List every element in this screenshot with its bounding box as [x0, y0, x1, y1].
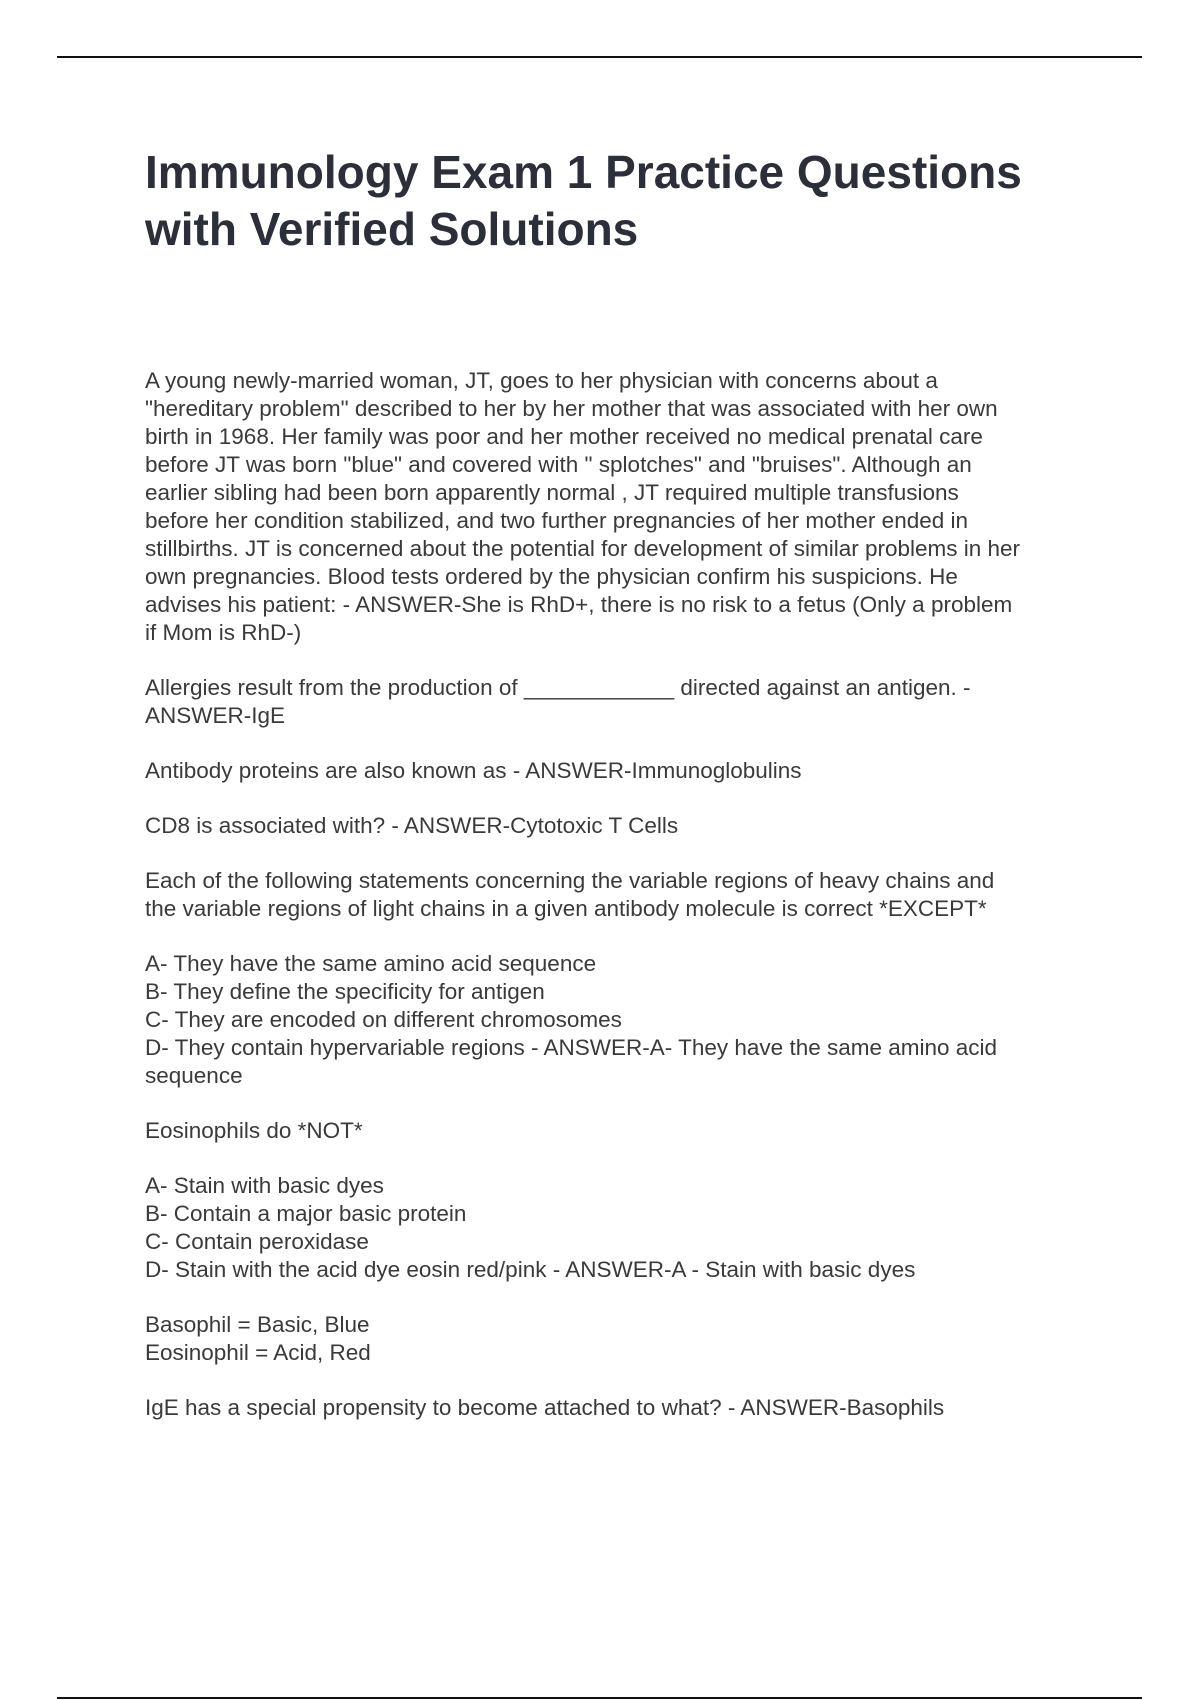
text-line: sequence [145, 1063, 243, 1088]
text-line: birth in 1968. Her family was poor and her mother received no medical prenatal care [145, 424, 983, 449]
text-line: if Mom is RhD-) [145, 620, 302, 645]
text-line: A- Stain with basic dyes [145, 1173, 384, 1198]
title-line: with Verified Solutions [145, 203, 639, 255]
text-line: Eosinophil = Acid, Red [145, 1340, 371, 1365]
question-allergies-paragraph [145, 674, 1095, 730]
text-line: IgE has a special propensity to become attached to what? - ANSWER-Basophils [145, 1395, 945, 1420]
text-line: B- They define the specificity for antigen [145, 979, 545, 1004]
document-body [145, 367, 1095, 1449]
top-divider [57, 56, 1142, 58]
question-cd8-paragraph [145, 812, 1095, 840]
text-line: earlier sibling had been born apparently normal , JT required multiple transfusions [145, 480, 959, 505]
text-line: A young newly-married woman, JT, goes to her physician with concerns about a [145, 368, 938, 393]
text-line: Antibody proteins are also known as - ANSWER-Immunoglobulins [145, 758, 802, 783]
text-line: ANSWER-IgE [145, 703, 286, 728]
bottom-divider [57, 1697, 1142, 1699]
text-line: CD8 is associated with? - ANSWER-Cytotoxic T Cells [145, 813, 679, 838]
question-eosinophils-paragraph [145, 1117, 1095, 1145]
text-line: advises his patient: - ANSWER-She is RhD+, there is no risk to a fetus (Only a problem [145, 592, 1013, 617]
text-line: Allergies result from the production of ____________ directed against an antigen. - [145, 675, 971, 700]
question-ige-paragraph [145, 1394, 1095, 1422]
options-eosinophils-paragraph [145, 1172, 1095, 1284]
text-line: "hereditary problem" described to her by her mother that was associated with her own [145, 396, 998, 421]
text-line: Basophil = Basic, Blue [145, 1312, 370, 1337]
text-line: C- They are encoded on different chromosomes [145, 1007, 622, 1032]
options-variable-regions-paragraph [145, 950, 1095, 1090]
text-line: C- Contain peroxidase [145, 1229, 369, 1254]
question-variable-regions-paragraph [145, 867, 1095, 923]
question-antibody-paragraph [145, 757, 1095, 785]
text-line: own pregnancies. Blood tests ordered by the physician confirm his suspicions. He [145, 564, 958, 589]
question-rh-paragraph [145, 367, 1095, 647]
text-line: Each of the following statements concerning the variable regions of heavy chains and [145, 868, 995, 893]
text-line: before her condition stabilized, and two further pregnancies of her mother ended in [145, 508, 969, 533]
title-line: Immunology Exam 1 Practice Questions [145, 146, 1022, 198]
text-line: B- Contain a major basic protein [145, 1201, 467, 1226]
text-line: stillbirths. JT is concerned about the potential for development of similar problems in her [145, 536, 1021, 561]
text-line: the variable regions of light chains in a given antibody molecule is correct *EXCEPT* [145, 896, 987, 921]
document-title [145, 144, 1105, 258]
text-line: Eosinophils do *NOT* [145, 1118, 363, 1143]
text-line: before JT was born "blue" and covered with " splotches" and "bruises". Although an [145, 452, 972, 477]
text-line: D- Stain with the acid dye eosin red/pink - ANSWER-A - Stain with basic dyes [145, 1257, 916, 1282]
text-line: D- They contain hypervariable regions - ANSWER-A- They have the same amino acid [145, 1035, 998, 1060]
text-line: A- They have the same amino acid sequence [145, 951, 597, 976]
basophil-eosinophil-note [145, 1311, 1095, 1367]
